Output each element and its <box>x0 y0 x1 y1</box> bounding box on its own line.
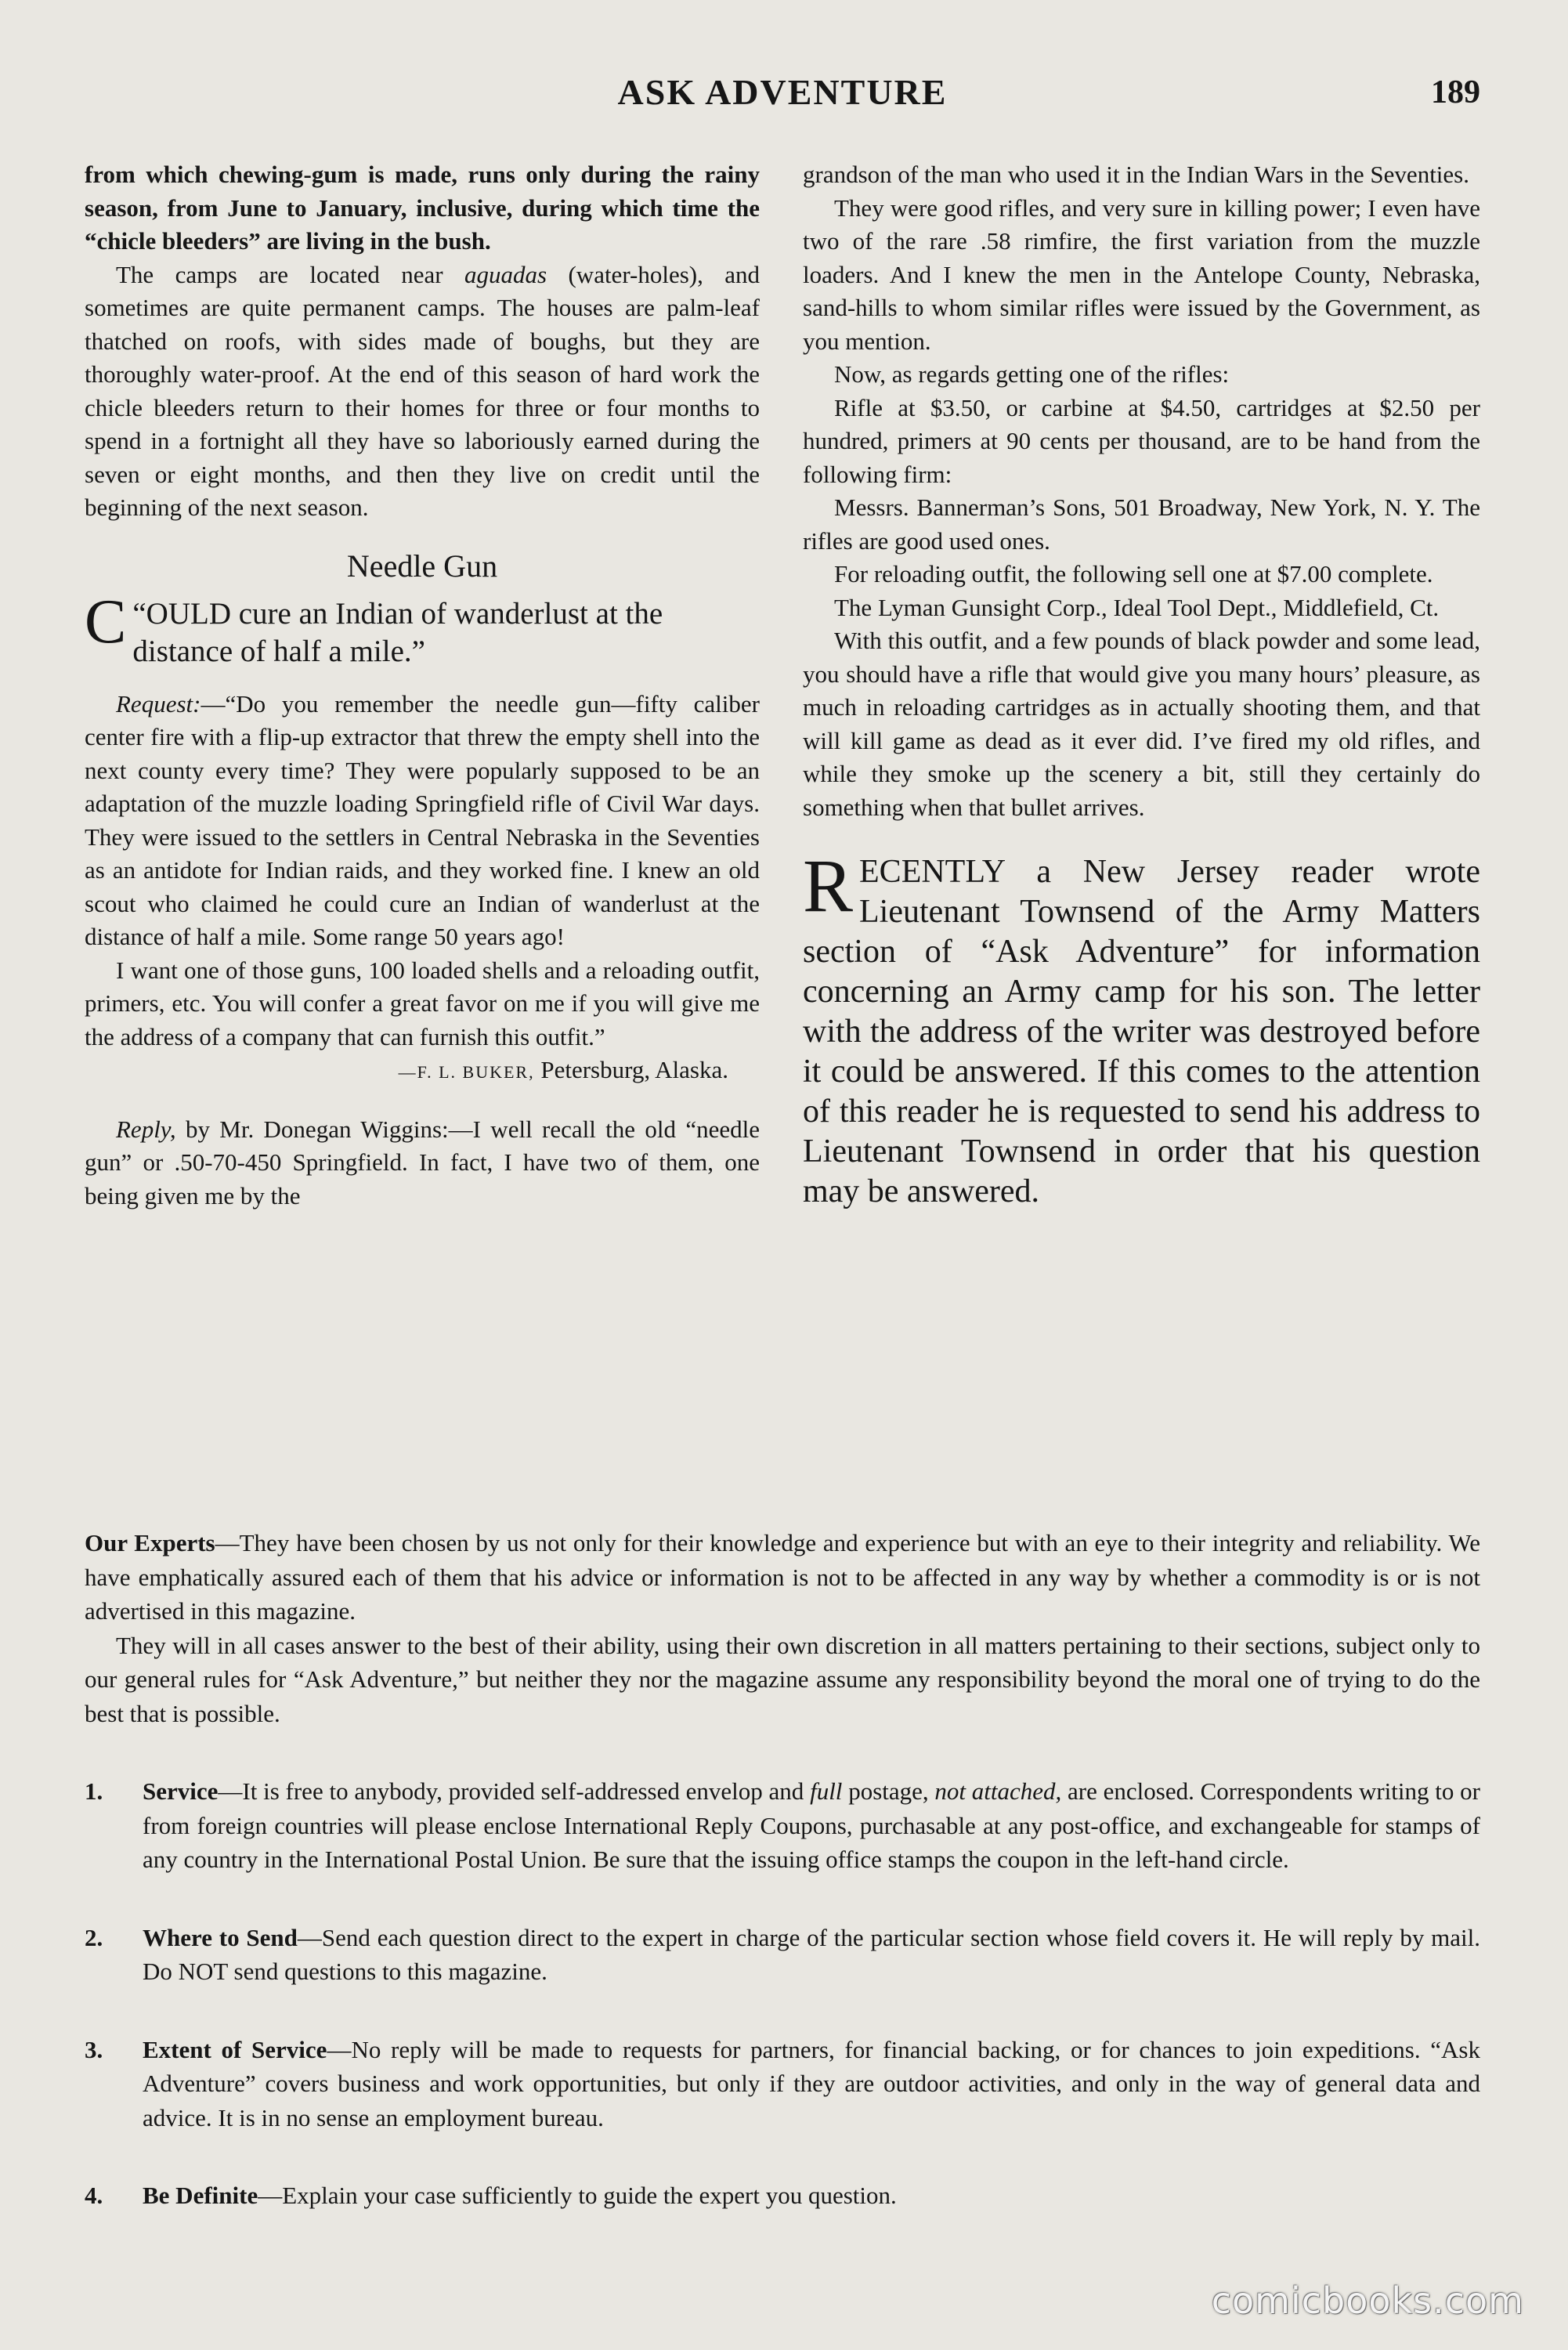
experts-text: —They have been chosen by us not only for their knowledge and experience but with an eye to their integrity and reliability. We have emphatically assured each of them that his advice or information is not to be affected in any way by whether a commodity is or is not advertised in this magazine. <box>85 1529 1480 1625</box>
right-paragraph-7: The Lyman Gunsight Corp., Ideal Tool Dept., Middlefield, Ct. <box>834 593 1440 621</box>
right-column <box>803 158 1480 1459</box>
rule-italic: not attached, <box>934 1777 1062 1805</box>
page-number: 189 <box>1431 74 1480 110</box>
right-paragraph-5: Messrs. Bannerman’s Sons, 501 Broadway, New York, N. Y. The rifles are good used ones. <box>803 494 1480 555</box>
right-paragraph-6: For reloading outfit, the following sell one at $7.00 complete. <box>834 560 1433 588</box>
pull-quote-initial: C <box>85 587 127 656</box>
experts-paragraph-2: They will in all cases answer to the best of their ability, using their own discretion in all matters pertaining to their sections, subject only to our general rules for “Ask Adventure,” but neither they nor the magazine assume any responsibility beyond the moral one of trying to do the best that is possible. <box>85 1631 1480 1727</box>
pull-quote-open-mark: “ <box>132 596 146 631</box>
rule-text: —Explain your case sufficiently to guide the expert you question. <box>258 2182 897 2209</box>
aguadas-italic: aguadas <box>464 260 547 288</box>
rule-text: postage, <box>842 1777 935 1805</box>
attribution-place: Petersburg, Alaska. <box>534 1056 728 1083</box>
attribution-name: —F. L. BUKER, <box>398 1062 535 1082</box>
right-paragraph-1: grandson of the man who used it in the Indian Wars in the Seventies. <box>803 161 1469 188</box>
right-paragraph-4: Rifle at $3.50, or carbine at $4.50, cartridges at $2.50 per hundred, primers at 90 cents per thousand, are to be hand from the following firm: <box>803 393 1480 488</box>
page-header <box>85 69 1480 116</box>
reply-label: Reply, <box>116 1115 176 1143</box>
notice-text: ECENTLY a New Jersey reader wrote Lieutenant Townsend of the Army Matters section of “Ask Adventure” for information concerning an Army camp for his son. The letter with the address of the writer was destroyed before it could be answered. If this comes to the attention of this reader he is requested to send his address to Lieutenant Townsend in order that his question may be answered. <box>803 854 1480 1209</box>
site-watermark: comicbooks.com <box>1211 2280 1524 2322</box>
rule-label: Be Definite <box>143 2182 258 2209</box>
left-paragraph-2 <box>85 258 760 525</box>
reply-text: by Mr. Donegan Wiggins:—I well recall the old “needle gun” or .50-70-450 Springfield. In fact, I have two of them, one being given me by the <box>85 1115 760 1209</box>
rule-label: Service <box>143 1777 219 1805</box>
request-paragraph-2: I want one of those guns, 100 loaded shells and a reloading outfit, primers, etc. You will confer a great favor on me if you will give me the address of a company that can furnish this outfit.” <box>85 956 760 1050</box>
rule-italic: full <box>810 1777 843 1805</box>
rule-text: are enclosed. Correspondents writing to or from foreign countries will please enclose International Reply Coupons, purchasable at any post-office, and exchangeable for stamps of any country in the International Postal Union. Be sure that the issuing office stamps the coupon in the left-hand circle. <box>143 1777 1480 1873</box>
right-paragraph-2: They were good rifles, and very sure in killing power; I even have two of the rare .58 rimfire, the first variation from the muzzle loaders. And I knew the men in the Antelope County, Nebraska, sand-hills to whom similar rifles were issued by the Government, as you mention. <box>803 193 1480 355</box>
experts-paragraph <box>85 1526 1480 1629</box>
left-paragraph-2-start: The camps are located near <box>116 260 465 288</box>
rule-number: 1. <box>85 1777 103 1805</box>
rule-text: —It is free to anybody, provided self-addressed envelop and <box>218 1777 811 1805</box>
rule-service <box>85 1774 1480 1877</box>
left-column <box>85 158 760 1459</box>
service-rules <box>85 1526 1480 2213</box>
notice-initial: R <box>803 844 854 927</box>
rule-text: —Send each question direct to the expert in charge of the particular section whose field covers it. He will reply by mail. Do NOT send questions to this magazine. <box>143 1923 1480 1985</box>
attribution <box>85 1054 760 1090</box>
section-heading: Needle Gun <box>346 548 498 584</box>
right-paragraph-8: With this outfit, and a few pounds of black powder and some lead, you should have a rifle that would give you many hours’ pleasure, as much in reloading cartridges as in actually shooting them, and that will kill game as dead as it ever did. I’ve fired my old rifles, and while they smoke up the scenery a bit, still they certainly do something when that bullet arrives. <box>803 627 1480 821</box>
reader-notice <box>803 844 1480 1212</box>
rule-number: 4. <box>85 2182 103 2209</box>
rule-be-definite <box>85 2178 1480 2213</box>
rule-number: 2. <box>85 1923 103 1951</box>
reply-paragraph <box>85 1113 760 1213</box>
request-paragraph <box>85 688 760 954</box>
left-paragraph-2-rest: (water-holes), and sometimes are quite permanent camps. The houses are palm-leaf thatched on roofs, with sides made of boughs, but they are thoroughly water-proof. At the end of this season of hard work the chicle bleeders return to their homes for three or four months to spend in a fortnight all they have so laboriously earned during the seven or eight months, and then they live on credit until the beginning of the next season. <box>85 260 761 521</box>
pull-quote <box>85 587 760 671</box>
rule-where-to-send <box>85 1921 1480 1989</box>
rule-label: Where to Send <box>143 1923 298 1951</box>
left-paragraph-1: from which chewing-gum is made, runs only during the rainy season, from June to January, inclusive, during which time the “chicle bleeders” are living in the bush. <box>85 161 760 255</box>
rule-text: —No reply will be made to requests for partners, for financial backing, or for chances to join expeditions. “Ask Adventure” covers business and work opportunities, but only if they are outdoor activities, and only in the way of general data and advice. It is in no sense an employment bureau. <box>143 2035 1480 2131</box>
rule-label: Extent of Service <box>143 2035 327 2063</box>
rule-extent-of-service <box>85 2033 1480 2135</box>
request-label: Request: <box>116 689 201 718</box>
running-title: ASK ADVENTURE <box>617 72 948 112</box>
pull-quote-text: OULD cure an Indian of wanderlust at the distance of half a mile.” <box>132 596 663 668</box>
right-paragraph-3: Now, as regards getting one of the rifles: <box>834 360 1230 388</box>
rule-number: 3. <box>85 2035 103 2063</box>
request-text: —“Do you remember the needle gun—fifty caliber center fire with a flip-up extractor that threw the empty shell into the next county every time? They were popularly supposed to be an adaptation of the muzzle loading Springfield rifle of Civil War days. They were issued to the settlers in Central Nebraska in the Seventies as an antidote for Indian raids, and they worked fine. I knew an old scout who claimed he could cure an Indian of wanderlust at the distance of half a mile. Some range 50 years ago! <box>85 689 760 950</box>
experts-label: Our Experts <box>85 1529 215 1556</box>
